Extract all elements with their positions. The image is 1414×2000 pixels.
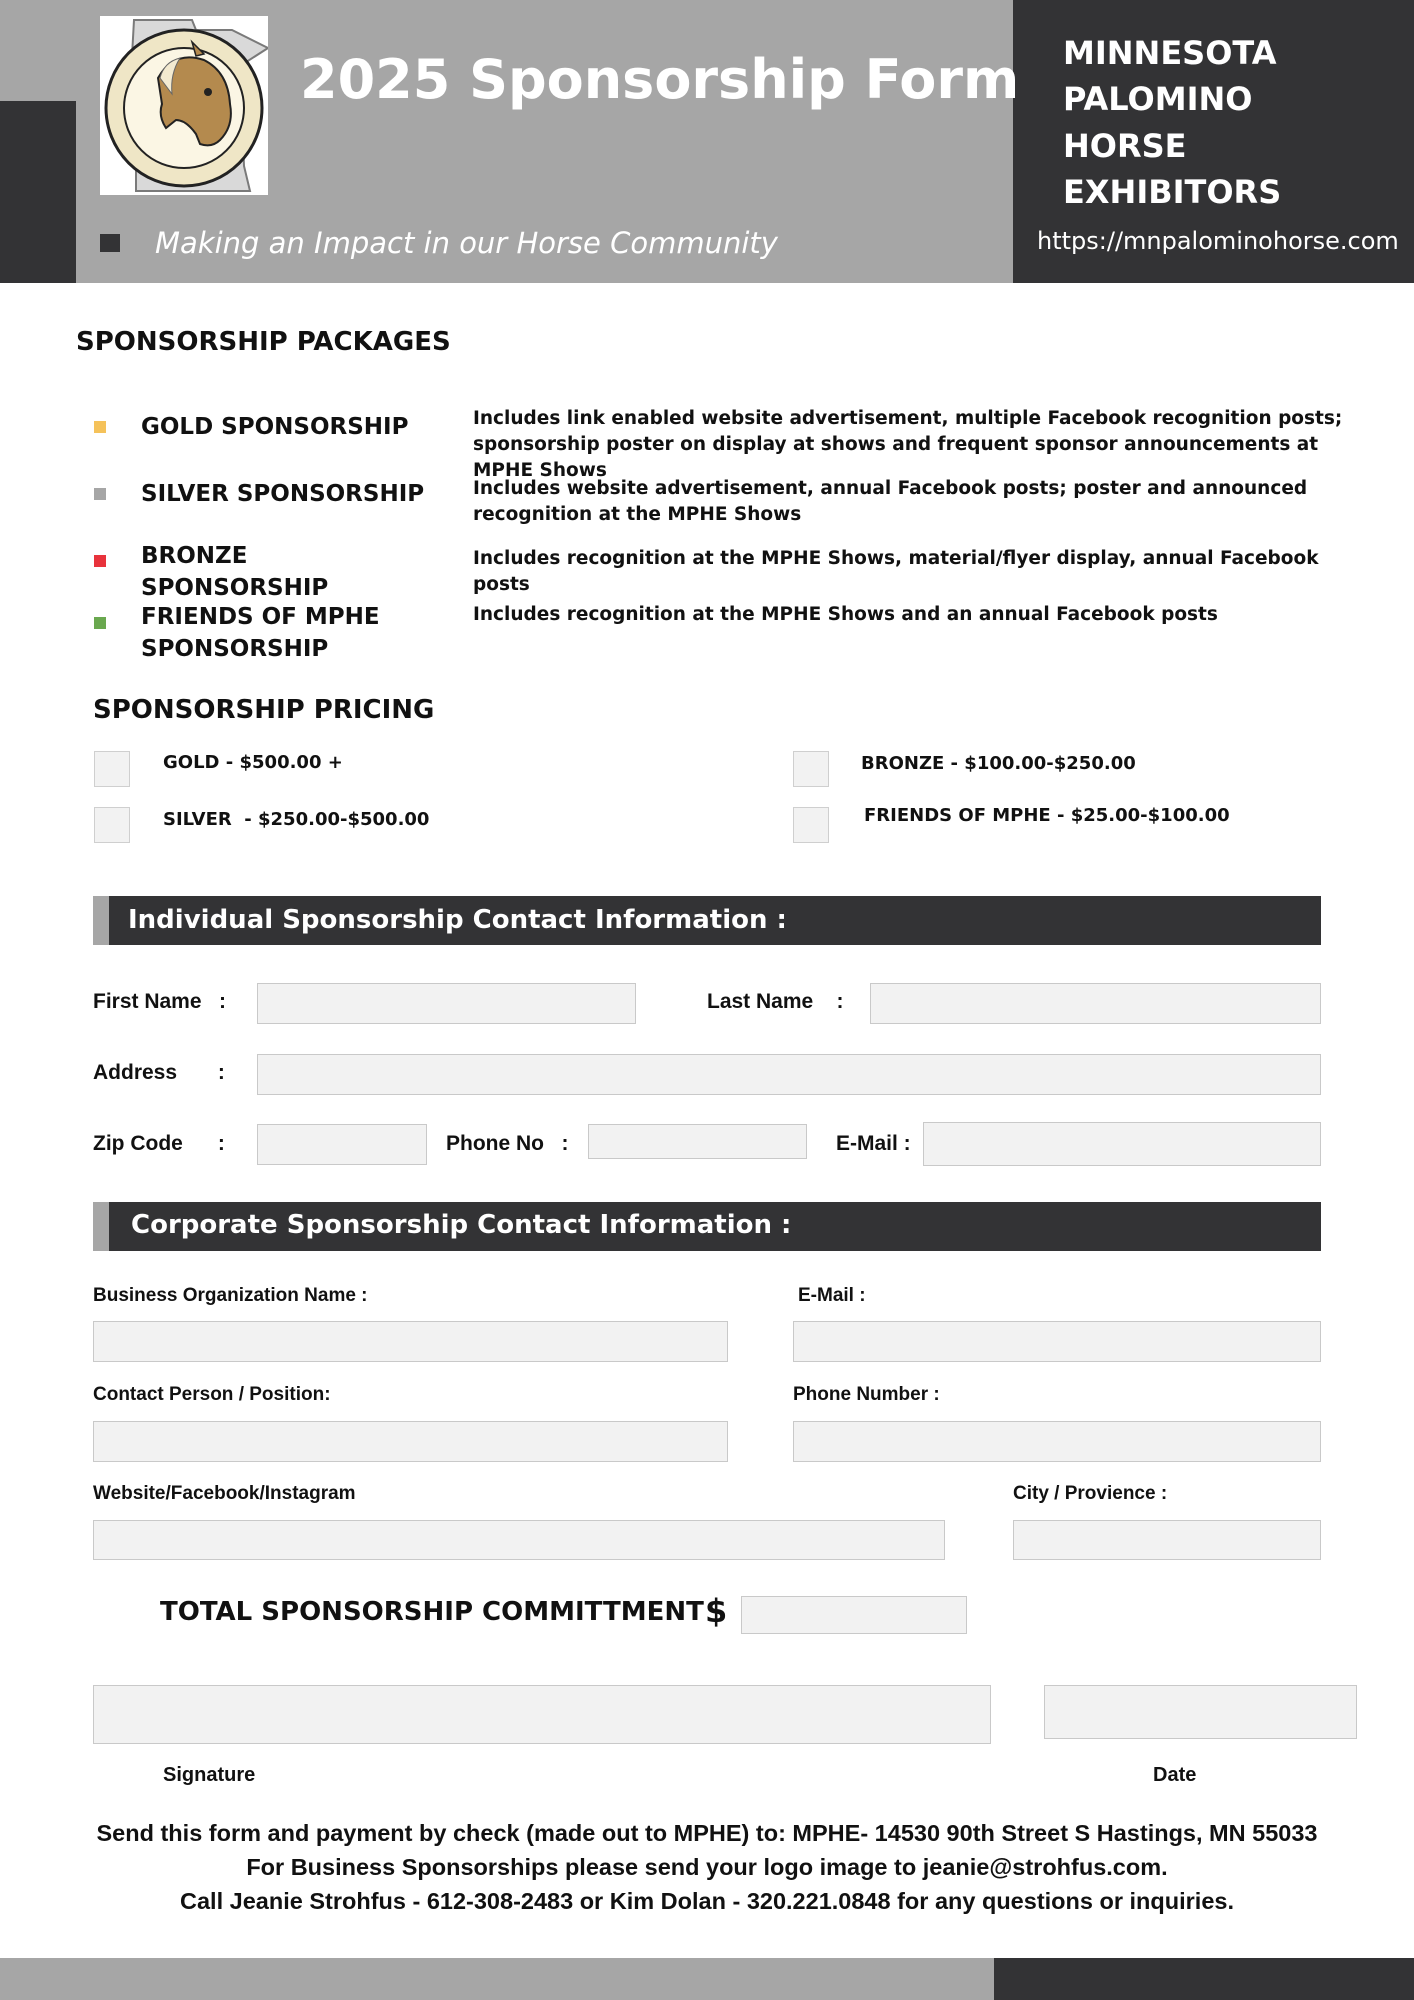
city-province-label: City / Provience : [1013, 1483, 1168, 1504]
package-name: GOLD SPONSORSHIP [141, 414, 409, 440]
website-social-label: Website/Facebook/Instagram [93, 1483, 356, 1504]
package-description: Includes website advertisement, annual Facebook posts; poster and announced recognition at the MPHE Shows [473, 478, 1308, 525]
individual-section-title: Individual Sponsorship Contact Information : [128, 905, 787, 935]
total-commitment-label: TOTAL SPONSORSHIP COMMITTMENT [160, 1597, 704, 1627]
corporate-email-label: E-Mail : [798, 1285, 866, 1306]
page-title: 2025 Sponsorship Form [300, 48, 1020, 111]
logo-instructions: For Business Sponsorships please send your logo image to jeanie@strohfus.com. [246, 1854, 1168, 1880]
contact-person-field[interactable] [93, 1421, 728, 1462]
dollar-sign: $ [705, 1592, 728, 1630]
org-name-line: HORSE [1063, 127, 1187, 165]
contact-person-label: Contact Person / Position: [93, 1384, 331, 1405]
header-accent-block [0, 101, 76, 283]
zip-code-field[interactable] [257, 1124, 427, 1165]
package-name: BRONZE SPONSORSHIP [141, 543, 329, 601]
website-link[interactable]: https://mnpalominohorse.com [1037, 227, 1399, 255]
total-amount-field[interactable] [741, 1596, 967, 1634]
org-name-line: EXHIBITORS [1063, 173, 1282, 211]
phone-label: Phone No : [446, 1132, 569, 1155]
footer-band [0, 1958, 994, 2000]
gold-price-checkbox[interactable] [94, 751, 130, 787]
email-label: E-Mail : [836, 1132, 911, 1155]
last-name-field[interactable] [870, 983, 1321, 1024]
date-field[interactable] [1044, 1685, 1357, 1739]
section-bar-accent [93, 1202, 109, 1251]
signature-label: Signature [163, 1764, 256, 1786]
section-bar-accent [93, 896, 109, 945]
email-field[interactable] [923, 1122, 1321, 1166]
first-name-field[interactable] [257, 983, 636, 1024]
business-name-label: Business Organization Name : [93, 1285, 368, 1306]
last-name-label: Last Name : [707, 990, 844, 1013]
price-option-label: SILVER - $250.00-$500.00 [163, 809, 430, 830]
bronze-price-checkbox[interactable] [793, 751, 829, 787]
corporate-email-field[interactable] [793, 1321, 1321, 1362]
first-name-label: First Name : [93, 990, 227, 1013]
package-description: Includes link enabled website advertisement, multiple Facebook recognition posts; sponsorship poster on display at shows and frequent sponsor announcements at MPHE Shows [473, 408, 1343, 481]
address-field[interactable] [257, 1054, 1321, 1095]
price-option-label: FRIENDS OF MPHE - $25.00-$100.00 [864, 805, 1230, 826]
price-option-label: GOLD - $500.00 + [163, 752, 343, 773]
bronze-bullet-icon [94, 555, 106, 567]
friends-price-checkbox[interactable] [793, 807, 829, 843]
address-label: Address : [93, 1061, 225, 1084]
friends-bullet-icon [94, 617, 106, 629]
packages-heading: SPONSORSHIP PACKAGES [76, 327, 451, 357]
phone-field[interactable] [588, 1124, 807, 1159]
tagline-bullet-icon [100, 234, 120, 252]
silver-bullet-icon [94, 488, 106, 500]
phone-number-label: Phone Number : [793, 1384, 940, 1405]
business-name-field[interactable] [93, 1321, 728, 1362]
corporate-section-title: Corporate Sponsorship Contact Information : [131, 1210, 792, 1240]
org-logo [100, 16, 268, 195]
package-description: Includes recognition at the MPHE Shows and an annual Facebook posts [473, 604, 1218, 625]
mailing-instructions: Send this form and payment by check (made out to MPHE) to: MPHE- 14530 90th Street S Hastings, MN 55033 [96, 1820, 1318, 1846]
contact-instructions: Call Jeanie Strohfus - 612-308-2483 or Kim Dolan - 320.221.0848 for any questions or inquiries. [180, 1888, 1234, 1914]
pricing-heading: SPONSORSHIP PRICING [93, 695, 435, 725]
org-name-line: PALOMINO [1063, 80, 1253, 118]
tagline: Making an Impact in our Horse Community [155, 226, 778, 260]
price-option-label: BRONZE - $100.00-$250.00 [861, 753, 1136, 774]
city-province-field[interactable] [1013, 1520, 1321, 1560]
zip-code-label: Zip Code : [93, 1132, 225, 1155]
org-name-line: MINNESOTA [1063, 34, 1277, 72]
package-name: SILVER SPONSORSHIP [141, 481, 425, 507]
package-description: Includes recognition at the MPHE Shows, material/flyer display, annual Facebook posts [473, 548, 1319, 595]
signature-field[interactable] [93, 1685, 991, 1744]
footer-accent-block [994, 1958, 1414, 2000]
horse-head-logo-icon [100, 16, 268, 195]
silver-price-checkbox[interactable] [94, 807, 130, 843]
date-label: Date [1153, 1764, 1197, 1786]
phone-number-field[interactable] [793, 1421, 1321, 1462]
package-name: FRIENDS OF MPHE SPONSORSHIP [141, 604, 380, 662]
gold-bullet-icon [94, 421, 106, 433]
website-social-field[interactable] [93, 1520, 945, 1560]
